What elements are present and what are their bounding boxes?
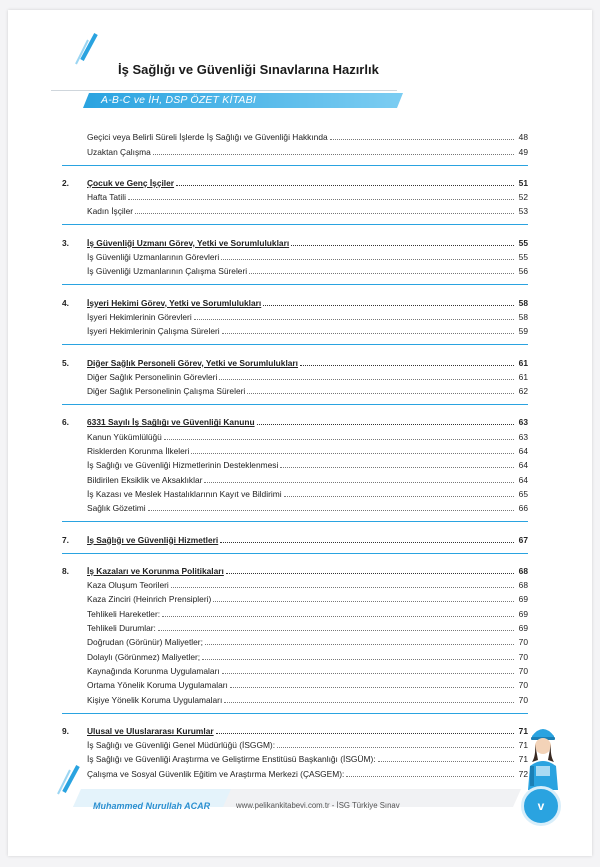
entry-page-number: 69 [518, 608, 528, 619]
entry-page-number: 67 [518, 534, 528, 545]
entry-page-number: 61 [518, 371, 528, 382]
entry-title: Ulusal ve Uluslararası Kurumlar [87, 725, 214, 736]
entry-title: Uzaktan Çalışma [87, 146, 151, 157]
toc-subentry[interactable] [62, 322, 528, 336]
worker-illustration-icon [524, 722, 562, 790]
entry-title: Geçici veya Belirli Süreli İşlerde İş Sağlığı ve Güvenliği Hakkında [87, 132, 328, 143]
entry-title: Ortama Yönelik Koruma Uygulamaları [87, 680, 228, 691]
entry-page-number: 70 [518, 665, 528, 676]
entry-title: Kaynağında Korunma Uygulamaları [87, 665, 220, 676]
toc-subentry[interactable] [62, 633, 528, 647]
toc-subentry[interactable] [62, 690, 528, 704]
dot-leader [176, 177, 514, 186]
toc-section-heading[interactable] [62, 722, 528, 736]
dot-leader [226, 565, 514, 574]
entry-title: Çocuk ve Genç İşçiler [87, 177, 175, 188]
entry-page-number: 69 [518, 594, 528, 605]
dot-leader [153, 146, 514, 155]
toc-subentry[interactable] [62, 750, 528, 764]
entry-page-number: 62 [518, 386, 528, 397]
dot-leader [291, 237, 514, 246]
toc-subentry[interactable] [62, 604, 528, 618]
entry-page-number: 58 [518, 297, 528, 308]
entry-title: Tehlikeli Hareketler: [87, 608, 161, 619]
toc-subentry[interactable] [62, 456, 528, 470]
toc-subentry[interactable] [62, 736, 528, 750]
entry-title: Kaza Zinciri (Heinrich Prensipleri) [87, 594, 212, 605]
dot-leader [162, 608, 514, 617]
section-divider [62, 165, 528, 166]
entry-title: İş Güvenliği Uzmanlarının Çalışma Süreleri [87, 266, 248, 277]
entry-page-number: 68 [518, 565, 528, 576]
entry-page-number: 68 [518, 580, 528, 591]
dot-leader [202, 651, 514, 660]
entry-page-number: 71 [518, 754, 528, 765]
toc-subentry[interactable] [62, 676, 528, 690]
toc-subentry[interactable] [62, 202, 528, 216]
entry-title: İş Güvenliği Uzmanı Görev, Yetki ve Sorumlulukları [87, 237, 290, 248]
section-number: 2. [62, 177, 69, 188]
toc-subentry[interactable] [62, 590, 528, 604]
section-number: 6. [62, 417, 69, 428]
entry-title: İş Sağlığı ve Güvenliği Araştırma ve Geliştirme Enstitüsü Başkanlığı (İSGÜM): [87, 754, 376, 765]
section-number: 7. [62, 534, 69, 545]
dot-leader [205, 636, 514, 645]
entry-page-number: 71 [518, 725, 528, 736]
section-divider [62, 344, 528, 345]
toc-subentry[interactable] [62, 485, 528, 499]
toc-subentry[interactable] [62, 442, 528, 456]
entry-page-number: 55 [518, 237, 528, 248]
entry-title: Sağlık Gözetimi [87, 503, 146, 514]
dot-leader [257, 416, 514, 425]
toc-subentry[interactable] [62, 382, 528, 396]
section-divider [62, 224, 528, 225]
dot-leader [277, 739, 514, 748]
dot-leader [158, 622, 514, 631]
entry-title: Kadın İşçiler [87, 206, 134, 217]
entry-title: İşyeri Hekimi Görev, Yetki ve Sorumlulukları [87, 297, 262, 308]
entry-page-number: 69 [518, 623, 528, 634]
dot-leader [230, 679, 514, 688]
entry-title: İşyeri Hekimlerinin Görevleri [87, 311, 192, 322]
entry-page-number: 51 [518, 177, 528, 188]
toc-subentry[interactable] [62, 764, 528, 778]
entry-page-number: 48 [518, 132, 528, 143]
entry-title: Dolaylı (Görünmez) Maliyetler; [87, 651, 201, 662]
toc-subentry[interactable] [62, 142, 528, 156]
dot-leader [148, 502, 514, 511]
toc-section-heading[interactable] [62, 174, 528, 188]
dot-leader [263, 297, 514, 306]
dot-leader [164, 431, 514, 440]
page-number-badge: v [521, 786, 561, 826]
toc-subentry[interactable] [62, 499, 528, 513]
dot-leader [247, 385, 514, 394]
dot-leader [249, 265, 514, 274]
toc-section-heading[interactable] [62, 353, 528, 367]
section-number: 8. [62, 565, 69, 576]
entry-title: Bildirilen Eksiklik ve Aksaklıklar [87, 474, 203, 485]
entry-page-number: 58 [518, 311, 528, 322]
entry-title: Hafta Tatili [87, 192, 126, 203]
entry-title: İş Sağlığı ve Güvenliği Genel Müdürlüğü (İSGGM): [87, 740, 276, 751]
table-of-contents [62, 128, 528, 779]
entry-title: Kişiye Yönelik Koruma Uygulamaları [87, 694, 223, 705]
toc-subentry[interactable] [62, 308, 528, 322]
entry-page-number: 59 [518, 326, 528, 337]
dot-leader [222, 325, 514, 334]
dot-leader [135, 205, 514, 214]
entry-page-number: 52 [518, 192, 528, 203]
entry-page-number: 63 [518, 417, 528, 428]
entry-page-number: 61 [518, 357, 528, 368]
entry-page-number: 71 [518, 740, 528, 751]
entry-title: Çalışma ve Sosyal Güvenlik Eğitim ve Araştırma Merkezi (ÇASGEM): [87, 768, 345, 779]
dot-leader [220, 534, 514, 543]
toc-section-heading[interactable] [62, 293, 528, 307]
entry-page-number: 64 [518, 460, 528, 471]
section-divider [62, 284, 528, 285]
entry-page-number: 63 [518, 431, 528, 442]
dot-leader [378, 753, 514, 762]
entry-page-number: 49 [518, 146, 528, 157]
dot-leader [194, 311, 514, 320]
dot-leader [280, 459, 514, 468]
dot-leader [284, 488, 514, 497]
section-divider [62, 713, 528, 714]
dot-leader [204, 474, 514, 483]
entry-title: Diğer Sağlık Personelinin Çalışma Süreleri [87, 386, 246, 397]
toc-section-heading[interactable] [62, 413, 528, 427]
entry-title: Risklerden Korunma İlkeleri [87, 446, 190, 457]
toc-subentry[interactable] [62, 427, 528, 441]
toc-subentry[interactable] [62, 248, 528, 262]
entry-title: İşyeri Hekimlerinin Çalışma Süreleri [87, 326, 220, 337]
toc-section-heading[interactable] [62, 233, 528, 247]
dot-leader [219, 371, 514, 380]
section-divider [62, 553, 528, 554]
dot-leader [222, 665, 514, 674]
toc-section-heading[interactable] [62, 562, 528, 576]
entry-title: Doğrudan (Görünür) Maliyetler; [87, 637, 203, 648]
toc-subentry[interactable] [62, 128, 528, 142]
entry-page-number: 72 [518, 768, 528, 779]
entry-title: Diğer Sağlık Personeli Görev, Yetki ve Sorumlulukları [87, 357, 299, 368]
toc-subentry[interactable] [62, 262, 528, 276]
dot-leader [171, 579, 514, 588]
website-link[interactable]: www.pelikankitabevi.com.tr - İSG Türkiye Sınav [236, 801, 400, 810]
book-title: İş Sağlığı ve Güvenliği Sınavlarına Hazırlık [118, 62, 379, 77]
dot-leader [346, 768, 514, 777]
entry-page-number: 70 [518, 680, 528, 691]
dot-leader [128, 191, 514, 200]
entry-page-number: 70 [518, 637, 528, 648]
dot-leader [213, 593, 514, 602]
entry-title: Kanun Yükümlülüğü [87, 431, 162, 442]
entry-page-number: 70 [518, 651, 528, 662]
toc-section-heading[interactable] [62, 530, 528, 544]
section-number: 4. [62, 297, 69, 308]
document-page [8, 10, 592, 856]
entry-title: 6331 Sayılı İş Sağlığı ve Güvenliği Kanunu [87, 417, 255, 428]
section-number: 3. [62, 237, 69, 248]
entry-page-number: 64 [518, 446, 528, 457]
entry-title: İş Güvenliği Uzmanlarının Görevleri [87, 252, 220, 263]
section-divider [62, 521, 528, 522]
dot-leader [224, 694, 514, 703]
entry-page-number: 53 [518, 206, 528, 217]
dot-leader [300, 357, 514, 366]
section-divider [62, 404, 528, 405]
toc-subentry[interactable] [62, 647, 528, 661]
entry-title: Kaza Oluşum Teorileri [87, 580, 169, 591]
dot-leader [330, 131, 514, 140]
toc-subentry[interactable] [62, 368, 528, 382]
entry-page-number: 55 [518, 252, 528, 263]
entry-title: İş Sağlığı ve Güvenliği Hizmetlerinin Desteklenmesi [87, 460, 279, 471]
entry-page-number: 66 [518, 503, 528, 514]
entry-page-number: 70 [518, 694, 528, 705]
entry-title: Tehlikeli Durumlar: [87, 623, 156, 634]
toc-subentry[interactable] [62, 662, 528, 676]
dot-leader [221, 251, 514, 260]
entry-title: İş Kazası ve Meslek Hastalıklarının Kayıt ve Bildirimi [87, 488, 282, 499]
entry-title: İş Kazaları ve Korunma Politikaları [87, 565, 224, 576]
entry-title: Diğer Sağlık Personelinin Görevleri [87, 371, 218, 382]
book-subtitle: A-B-C ve İH, DSP ÖZET KİTABI [101, 94, 256, 106]
entry-page-number: 64 [518, 474, 528, 485]
toc-subentry[interactable] [62, 188, 528, 202]
dot-leader [191, 445, 514, 454]
toc-subentry[interactable] [62, 619, 528, 633]
section-number: 5. [62, 357, 69, 368]
toc-subentry[interactable] [62, 576, 528, 590]
dot-leader [216, 725, 514, 734]
entry-page-number: 65 [518, 488, 528, 499]
entry-title: İş Sağlığı ve Güvenliği Hizmetleri [87, 534, 219, 545]
section-number: 9. [62, 725, 69, 736]
toc-subentry[interactable] [62, 470, 528, 484]
author-name: Muhammed Nurullah ACAR [93, 801, 211, 811]
entry-page-number: 56 [518, 266, 528, 277]
